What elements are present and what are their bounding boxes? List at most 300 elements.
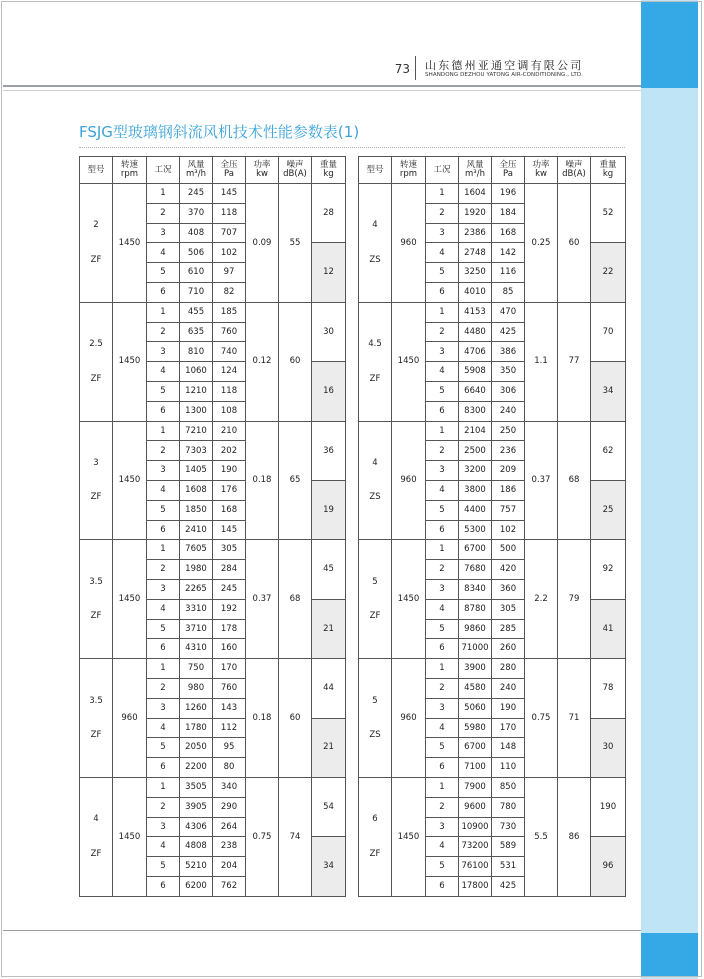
- pressure-cell: 285: [492, 619, 525, 639]
- header-airflow: 风量 m³/h: [459, 157, 492, 184]
- title-dotted-rule: [79, 147, 625, 148]
- airflow-cell: 4010: [459, 282, 492, 302]
- airflow-cell: 4808: [180, 837, 213, 857]
- pressure-cell: 740: [213, 342, 246, 362]
- pressure-cell: 185: [213, 302, 246, 322]
- pressure-cell: 202: [213, 441, 246, 461]
- airflow-cell: 71000: [459, 639, 492, 659]
- airflow-cell: 710: [180, 282, 213, 302]
- speed-cell: 960: [392, 184, 426, 303]
- pressure-cell: 260: [492, 639, 525, 659]
- pressure-cell: 757: [492, 500, 525, 520]
- noise-cell: 65: [279, 421, 312, 540]
- condition-cell: 2: [426, 322, 459, 342]
- pressure-cell: 360: [492, 579, 525, 599]
- airflow-cell: 9860: [459, 619, 492, 639]
- pressure-cell: 284: [213, 560, 246, 580]
- condition-cell: 1: [426, 421, 459, 441]
- condition-cell: 6: [147, 876, 180, 896]
- model-number: 2.5: [89, 339, 103, 350]
- header-weight: 重量 kg: [591, 157, 626, 184]
- pressure-cell: 210: [213, 421, 246, 441]
- model-cell: [359, 302, 392, 421]
- speed-cell: 1450: [113, 184, 147, 303]
- airflow-cell: 610: [180, 263, 213, 283]
- pressure-cell: 209: [492, 461, 525, 481]
- airflow-cell: 1260: [180, 698, 213, 718]
- model-suffix: ZS: [369, 730, 381, 741]
- pressure-cell: 142: [492, 243, 525, 263]
- airflow-cell: 7210: [180, 421, 213, 441]
- pressure-cell: 192: [213, 599, 246, 619]
- model-suffix: ZF: [90, 373, 102, 384]
- model-number: 6: [372, 814, 378, 825]
- airflow-cell: 4400: [459, 500, 492, 520]
- table-row: [80, 184, 346, 204]
- weight-cell-bottom: 21: [312, 718, 346, 777]
- weight-cell-bottom: 34: [591, 362, 626, 421]
- weight-cell-top: 30: [312, 302, 346, 361]
- noise-cell: 79: [558, 540, 591, 659]
- weight-cell-top: 92: [591, 540, 626, 599]
- pressure-cell: 290: [213, 797, 246, 817]
- airflow-cell: 750: [180, 659, 213, 679]
- condition-cell: 5: [426, 263, 459, 283]
- model-cell: [80, 302, 113, 421]
- airflow-cell: 1850: [180, 500, 213, 520]
- airflow-cell: 1780: [180, 718, 213, 738]
- pressure-cell: 386: [492, 342, 525, 362]
- airflow-cell: 2265: [180, 579, 213, 599]
- speed-cell: 1450: [113, 302, 147, 421]
- header-speed: 转速 rpm: [113, 157, 147, 184]
- airflow-cell: 1920: [459, 203, 492, 223]
- pressure-cell: 160: [213, 639, 246, 659]
- table-row: [80, 421, 346, 441]
- pressure-cell: 118: [213, 381, 246, 401]
- airflow-cell: 3710: [180, 619, 213, 639]
- noise-cell: 55: [279, 184, 312, 303]
- pressure-cell: 82: [213, 282, 246, 302]
- pressure-cell: 112: [213, 718, 246, 738]
- condition-cell: 5: [147, 263, 180, 283]
- airflow-cell: 2050: [180, 738, 213, 758]
- condition-cell: 3: [426, 698, 459, 718]
- pressure-cell: 118: [213, 203, 246, 223]
- condition-cell: 4: [426, 718, 459, 738]
- condition-cell: 3: [426, 223, 459, 243]
- pressure-cell: 760: [213, 678, 246, 698]
- airflow-cell: 1405: [180, 461, 213, 481]
- airflow-cell: 7605: [180, 540, 213, 560]
- airflow-cell: 3900: [459, 659, 492, 679]
- condition-cell: 3: [147, 223, 180, 243]
- pressure-cell: 305: [213, 540, 246, 560]
- pressure-cell: 280: [492, 659, 525, 679]
- weight-cell-bottom: 19: [312, 480, 346, 539]
- airflow-cell: 3800: [459, 480, 492, 500]
- pressure-cell: 108: [213, 401, 246, 421]
- noise-cell: 60: [558, 184, 591, 303]
- speed-cell: 1450: [392, 540, 426, 659]
- company-name-cn: 山东德州亚通空调有限公司: [425, 59, 584, 72]
- model-number: 3.5: [89, 695, 103, 706]
- header-condition: 工况: [147, 157, 180, 184]
- pressure-cell: 425: [492, 322, 525, 342]
- condition-cell: 5: [147, 738, 180, 758]
- airflow-cell: 17800: [459, 876, 492, 896]
- condition-cell: 5: [147, 857, 180, 877]
- pressure-cell: 102: [492, 520, 525, 540]
- side-band: [641, 0, 698, 979]
- airflow-cell: 3200: [459, 461, 492, 481]
- condition-cell: 2: [426, 441, 459, 461]
- pressure-cell: 186: [492, 480, 525, 500]
- noise-cell: 71: [558, 659, 591, 778]
- airflow-cell: 3250: [459, 263, 492, 283]
- power-cell: 0.37: [246, 540, 279, 659]
- condition-cell: 2: [147, 203, 180, 223]
- pressure-cell: 204: [213, 857, 246, 877]
- condition-cell: 3: [426, 817, 459, 837]
- pressure-cell: 145: [213, 184, 246, 204]
- condition-cell: 4: [426, 480, 459, 500]
- model-number: 5: [372, 576, 378, 587]
- weight-cell-top: 52: [591, 184, 626, 243]
- condition-cell: 2: [147, 678, 180, 698]
- condition-cell: 6: [426, 758, 459, 778]
- speed-cell: 1450: [392, 777, 426, 896]
- condition-cell: 6: [426, 639, 459, 659]
- condition-cell: 5: [147, 619, 180, 639]
- model-cell: [359, 777, 392, 896]
- condition-cell: 1: [426, 302, 459, 322]
- airflow-cell: 4306: [180, 817, 213, 837]
- header-pressure: 全压 Pa: [492, 157, 525, 184]
- airflow-cell: 2748: [459, 243, 492, 263]
- header-rule: [3, 85, 641, 87]
- condition-cell: 2: [426, 560, 459, 580]
- condition-cell: 6: [147, 639, 180, 659]
- weight-cell-bottom: 34: [312, 837, 346, 896]
- power-cell: 2.2: [525, 540, 558, 659]
- model-number: 5: [372, 695, 378, 706]
- airflow-cell: 5908: [459, 362, 492, 382]
- airflow-cell: 635: [180, 322, 213, 342]
- condition-cell: 3: [147, 579, 180, 599]
- condition-cell: 1: [147, 540, 180, 560]
- speed-cell: 1450: [392, 302, 426, 421]
- model-number: 4: [372, 457, 378, 468]
- airflow-cell: 2386: [459, 223, 492, 243]
- pressure-cell: 170: [492, 718, 525, 738]
- condition-cell: 6: [426, 520, 459, 540]
- pressure-cell: 340: [213, 777, 246, 797]
- model-cell: [80, 540, 113, 659]
- noise-cell: 60: [279, 659, 312, 778]
- table-row: [80, 777, 346, 797]
- pressure-cell: 236: [492, 441, 525, 461]
- header-separator: [415, 56, 416, 80]
- noise-cell: 86: [558, 777, 591, 896]
- condition-cell: 6: [426, 282, 459, 302]
- header-rule-thin: [3, 90, 641, 91]
- airflow-cell: 5300: [459, 520, 492, 540]
- condition-cell: 2: [147, 441, 180, 461]
- condition-cell: 4: [147, 599, 180, 619]
- pressure-cell: 245: [213, 579, 246, 599]
- pressure-cell: 250: [492, 421, 525, 441]
- pressure-cell: 240: [492, 401, 525, 421]
- noise-cell: 68: [558, 421, 591, 540]
- airflow-cell: 4706: [459, 342, 492, 362]
- condition-cell: 2: [147, 560, 180, 580]
- model-number: 4.5: [368, 339, 382, 350]
- condition-cell: 5: [426, 738, 459, 758]
- weight-cell-bottom: 25: [591, 480, 626, 539]
- pressure-cell: 97: [213, 263, 246, 283]
- pressure-cell: 110: [492, 758, 525, 778]
- model-suffix: ZF: [90, 848, 102, 859]
- model-suffix: ZS: [369, 492, 381, 503]
- condition-cell: 5: [426, 857, 459, 877]
- condition-cell: 5: [426, 381, 459, 401]
- condition-cell: 6: [147, 520, 180, 540]
- power-cell: 1.1: [525, 302, 558, 421]
- pressure-cell: 184: [492, 203, 525, 223]
- pressure-cell: 238: [213, 837, 246, 857]
- noise-cell: 68: [279, 540, 312, 659]
- airflow-cell: 10900: [459, 817, 492, 837]
- model-suffix: ZF: [90, 492, 102, 503]
- airflow-cell: 8300: [459, 401, 492, 421]
- table-row: [359, 777, 626, 797]
- condition-cell: 4: [426, 243, 459, 263]
- power-cell: 0.37: [525, 421, 558, 540]
- condition-cell: 3: [426, 461, 459, 481]
- airflow-cell: 1210: [180, 381, 213, 401]
- pressure-cell: 95: [213, 738, 246, 758]
- condition-cell: 3: [147, 698, 180, 718]
- model-cell: [359, 421, 392, 540]
- table-row: [359, 421, 626, 441]
- power-cell: 0.18: [246, 421, 279, 540]
- speed-cell: 1450: [113, 777, 147, 896]
- pressure-cell: 730: [492, 817, 525, 837]
- condition-cell: 6: [147, 758, 180, 778]
- airflow-cell: 6700: [459, 540, 492, 560]
- condition-cell: 1: [147, 421, 180, 441]
- airflow-cell: 5210: [180, 857, 213, 877]
- power-cell: 0.75: [246, 777, 279, 896]
- condition-cell: 1: [147, 777, 180, 797]
- pressure-cell: 102: [213, 243, 246, 263]
- header-model: 型号: [80, 157, 113, 184]
- airflow-cell: 370: [180, 203, 213, 223]
- power-cell: 0.18: [246, 659, 279, 778]
- condition-cell: 3: [147, 817, 180, 837]
- pressure-cell: 707: [213, 223, 246, 243]
- header-condition: 工况: [426, 157, 459, 184]
- power-cell: 0.12: [246, 302, 279, 421]
- pressure-cell: 500: [492, 540, 525, 560]
- model-cell: [80, 777, 113, 896]
- condition-cell: 2: [426, 678, 459, 698]
- condition-cell: 1: [426, 659, 459, 679]
- airflow-cell: 73200: [459, 837, 492, 857]
- airflow-cell: 7100: [459, 758, 492, 778]
- speed-cell: 1450: [113, 421, 147, 540]
- pressure-cell: 116: [492, 263, 525, 283]
- pressure-cell: 80: [213, 758, 246, 778]
- airflow-cell: 3505: [180, 777, 213, 797]
- condition-cell: 6: [147, 401, 180, 421]
- condition-cell: 6: [426, 876, 459, 896]
- speed-cell: 960: [392, 421, 426, 540]
- airflow-cell: 455: [180, 302, 213, 322]
- airflow-cell: 5980: [459, 718, 492, 738]
- pressure-cell: 168: [492, 223, 525, 243]
- model-suffix: ZF: [369, 611, 381, 622]
- airflow-cell: 6640: [459, 381, 492, 401]
- model-suffix: ZF: [90, 254, 102, 265]
- model-number: 3: [93, 457, 99, 468]
- airflow-cell: 2500: [459, 441, 492, 461]
- company-name-en: SHANDONG DEZHOU YATONG AIR-CONDITIONING., LTD.: [425, 72, 584, 78]
- header-airflow: 风量 m³/h: [180, 157, 213, 184]
- header-model: 型号: [359, 157, 392, 184]
- condition-cell: 1: [147, 659, 180, 679]
- power-cell: 0.25: [525, 184, 558, 303]
- condition-cell: 5: [147, 381, 180, 401]
- pressure-cell: 264: [213, 817, 246, 837]
- speed-cell: 960: [113, 659, 147, 778]
- model-cell: [80, 659, 113, 778]
- condition-cell: 2: [147, 797, 180, 817]
- page-title: FSJG型玻璃钢斜流风机技术性能参数表(1): [79, 123, 360, 141]
- condition-cell: 1: [147, 302, 180, 322]
- condition-cell: 5: [426, 619, 459, 639]
- condition-cell: 6: [147, 282, 180, 302]
- airflow-cell: 4480: [459, 322, 492, 342]
- model-number: 3.5: [89, 576, 103, 587]
- condition-cell: 2: [426, 797, 459, 817]
- condition-cell: 3: [147, 461, 180, 481]
- airflow-cell: 5060: [459, 698, 492, 718]
- airflow-cell: 8340: [459, 579, 492, 599]
- weight-cell-bottom: 41: [591, 599, 626, 658]
- airflow-cell: 1980: [180, 560, 213, 580]
- pressure-cell: 148: [492, 738, 525, 758]
- header-weight: 重量 kg: [312, 157, 346, 184]
- weight-cell-bottom: 16: [312, 362, 346, 421]
- condition-cell: 5: [426, 500, 459, 520]
- pressure-cell: 305: [492, 599, 525, 619]
- pressure-cell: 124: [213, 362, 246, 382]
- model-suffix: ZF: [369, 848, 381, 859]
- airflow-cell: 76100: [459, 857, 492, 877]
- condition-cell: 2: [147, 322, 180, 342]
- pressure-cell: 350: [492, 362, 525, 382]
- pressure-cell: 85: [492, 282, 525, 302]
- condition-cell: 4: [426, 599, 459, 619]
- pressure-cell: 143: [213, 698, 246, 718]
- airflow-cell: 1604: [459, 184, 492, 204]
- model-cell: [359, 659, 392, 778]
- header-noise: 噪声 dB(A): [279, 157, 312, 184]
- table-row: [80, 540, 346, 560]
- airflow-cell: 4580: [459, 678, 492, 698]
- airflow-cell: 9600: [459, 797, 492, 817]
- pressure-cell: 145: [213, 520, 246, 540]
- pressure-cell: 850: [492, 777, 525, 797]
- airflow-cell: 3310: [180, 599, 213, 619]
- pressure-cell: 531: [492, 857, 525, 877]
- weight-cell-bottom: 12: [312, 243, 346, 302]
- airflow-cell: 1060: [180, 362, 213, 382]
- speed-cell: 960: [392, 659, 426, 778]
- airflow-cell: 4310: [180, 639, 213, 659]
- weight-cell-top: 44: [312, 659, 346, 718]
- header-power: 功率 kw: [525, 157, 558, 184]
- airflow-cell: 7680: [459, 560, 492, 580]
- pressure-cell: 780: [492, 797, 525, 817]
- condition-cell: 1: [426, 777, 459, 797]
- condition-cell: 1: [426, 184, 459, 204]
- header-power: 功率 kw: [246, 157, 279, 184]
- pressure-cell: 760: [213, 322, 246, 342]
- weight-cell-bottom: 22: [591, 243, 626, 302]
- condition-cell: 3: [426, 579, 459, 599]
- airflow-cell: 2104: [459, 421, 492, 441]
- speed-cell: 1450: [113, 540, 147, 659]
- pressure-cell: 306: [492, 381, 525, 401]
- pressure-cell: 168: [213, 500, 246, 520]
- table-row: [80, 659, 346, 679]
- table-row: [359, 540, 626, 560]
- condition-cell: 4: [426, 362, 459, 382]
- pressure-cell: 178: [213, 619, 246, 639]
- weight-cell-top: 45: [312, 540, 346, 599]
- pressure-cell: 425: [492, 876, 525, 896]
- spec-table-right: [358, 156, 626, 897]
- weight-cell-top: 28: [312, 184, 346, 243]
- airflow-cell: 1300: [180, 401, 213, 421]
- airflow-cell: 2200: [180, 758, 213, 778]
- airflow-cell: 6200: [180, 876, 213, 896]
- condition-cell: 5: [147, 500, 180, 520]
- condition-cell: 4: [147, 837, 180, 857]
- pressure-cell: 176: [213, 480, 246, 500]
- model-suffix: ZS: [369, 254, 381, 265]
- condition-cell: 4: [147, 718, 180, 738]
- condition-cell: 3: [426, 342, 459, 362]
- airflow-cell: 3905: [180, 797, 213, 817]
- footer-rule: [3, 930, 641, 931]
- airflow-cell: 506: [180, 243, 213, 263]
- model-suffix: ZF: [369, 373, 381, 384]
- spec-table-left: [79, 156, 346, 897]
- airflow-cell: 2410: [180, 520, 213, 540]
- weight-cell-top: 78: [591, 659, 626, 718]
- weight-cell-bottom: 21: [312, 599, 346, 658]
- condition-cell: 4: [147, 243, 180, 263]
- weight-cell-bottom: 30: [591, 718, 626, 777]
- noise-cell: 74: [279, 777, 312, 896]
- pressure-cell: 589: [492, 837, 525, 857]
- weight-cell-top: 62: [591, 421, 626, 480]
- weight-cell-bottom: 96: [591, 837, 626, 896]
